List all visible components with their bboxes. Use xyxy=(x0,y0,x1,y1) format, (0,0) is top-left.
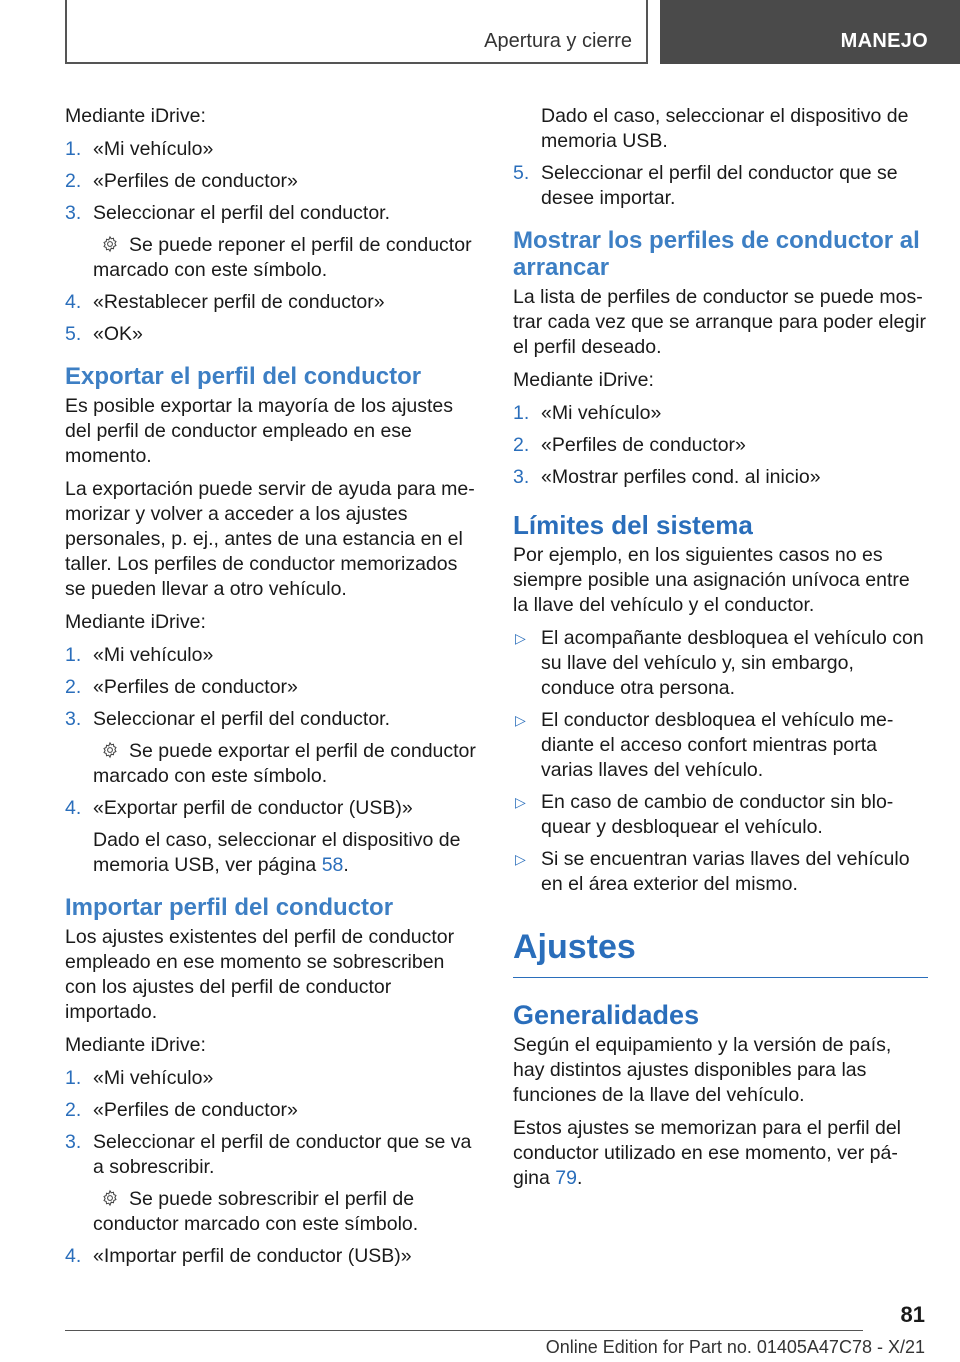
gear-icon xyxy=(99,235,121,253)
paragraph: Estos ajustes se memorizan para el perfil del conductor utilizado en ese momento, ver página 79. xyxy=(513,1117,902,1189)
page-number: 81 xyxy=(900,1302,925,1327)
bullet-item: ▷ El conductor desbloquea el vehículo mediante el acceso confort mientras porta varias llaves del vehículo. xyxy=(515,709,894,781)
intro-text: Mediante iDrive: xyxy=(65,1034,206,1056)
paragraph: Por ejemplo, en los siguientes casos no es siempre posible una asignación unívoca entre la llave del vehículo y el conductor. xyxy=(513,544,910,616)
header-chapter-title: MANEJO xyxy=(840,30,928,52)
list-item: 2. «Perfiles de conductor» xyxy=(65,1099,298,1121)
triangle-right-icon: ▷ xyxy=(515,630,526,646)
triangle-right-icon: ▷ xyxy=(515,851,526,867)
heading-settings: Ajustes xyxy=(513,927,928,978)
paragraph: Es posible exportar la mayoría de los ajustes del perfil de conductor empleado en ese momento. xyxy=(65,395,454,467)
note-text: Se puede sobrescribir el perfil de conductor marcado con este símbolo. xyxy=(93,1188,419,1235)
list-item: 2. «Perfiles de conductor» xyxy=(65,676,298,698)
list-item: 3. «Mostrar perfiles cond. al inicio» xyxy=(513,466,821,488)
header-chapter-tab xyxy=(660,0,960,64)
list-item: 3. Seleccionar el perfil del conductor. xyxy=(65,202,391,224)
intro-text: Mediante iDrive: xyxy=(513,369,654,391)
list-subtext: Dado el caso, seleccionar el dispositivo de memoria USB. xyxy=(541,105,909,152)
list-item: 1. «Mi vehículo» xyxy=(513,402,662,424)
heading-general: Generalidades xyxy=(513,1000,700,1030)
header-section-tab xyxy=(65,0,648,64)
list-item: 5. «OK» xyxy=(65,323,143,345)
list-item: 4. «Importar perfil de conductor (USB)» xyxy=(65,1245,412,1267)
paragraph: La exportación puede servir de ayuda para memorizar y volver a acceder a los ajustes personales, p. ej., antes de una estancia en el taller. Los perfiles de conductor memorizados se pueden llevar a otro vehículo. xyxy=(65,478,475,600)
note-text: Se puede exportar el perfil de conductor marcado con este símbolo. xyxy=(93,740,476,787)
gear-icon xyxy=(99,741,121,759)
paragraph: Los ajustes existentes del perfil de conductor empleado en ese momento se sobrescriben con los ajustes del perfil de conductor importado. xyxy=(65,926,455,1023)
list-item: 1. «Mi vehículo» xyxy=(65,138,214,160)
bullet-item: ▷ Si se encuentran varias llaves del vehículo en el área exterior del mismo. xyxy=(515,848,910,895)
list-item: 1. «Mi vehículo» xyxy=(65,644,214,666)
header-section-title: Apertura y cierre xyxy=(484,30,632,52)
footer-divider xyxy=(65,1330,863,1331)
note-text: Se puede reponer el perfil de conductor marcado con este símbolo. xyxy=(93,234,472,281)
heading-export: Exportar el perfil del conductor xyxy=(65,363,422,390)
triangle-right-icon: ▷ xyxy=(515,794,526,810)
list-item: 3. Seleccionar el perfil de conductor que se va a sobrescribir. xyxy=(65,1131,472,1178)
page-reference-link[interactable]: 58 xyxy=(321,854,344,876)
left-column xyxy=(65,104,480,1276)
right-column xyxy=(513,104,928,1199)
list-item: 5. Seleccionar el perfil del conductor que se desee importar. xyxy=(513,162,898,209)
list-subtext: Dado el caso, seleccionar el dispositivo de memoria USB, ver página 58. xyxy=(93,829,461,876)
heading-system-limits: Límites del sistema xyxy=(513,510,753,540)
heading-show-profiles: Mostrar los perfiles de conductor al arrancar xyxy=(513,227,920,281)
bullet-item: ▷ El acompañante desbloquea el vehículo con su llave del vehículo y, sin embargo, conduce otra persona. xyxy=(515,627,924,699)
list-item: 4. «Exportar perfil de conductor (USB)» xyxy=(65,797,413,819)
paragraph: Según el equipamiento y la versión de país, hay distintos ajustes disponibles para las funciones de la llave del vehículo. xyxy=(513,1034,892,1106)
bullet-item: ▷ En caso de cambio de conductor sin bloquear y desbloquear el vehículo. xyxy=(515,791,894,838)
list-item: 2. «Perfiles de conductor» xyxy=(513,434,746,456)
heading-import: Importar perfil del conductor xyxy=(65,894,394,921)
list-item: 2. «Perfiles de conductor» xyxy=(65,170,298,192)
paragraph: La lista de perfiles de conductor se puede mostrar cada vez que se arranque para poder elegir el perfil deseado. xyxy=(513,286,927,358)
intro-text: Mediante iDrive: xyxy=(65,611,206,633)
page-reference-link[interactable]: 79 xyxy=(555,1167,577,1189)
list-item: 1. «Mi vehículo» xyxy=(65,1067,214,1089)
triangle-right-icon: ▷ xyxy=(515,712,526,728)
footer-edition: Online Edition for Part no. 01405A47C78 - X/21 xyxy=(545,1337,925,1357)
list-item: 4. «Restablecer perfil de conductor» xyxy=(65,291,385,313)
intro-text: Mediante iDrive: xyxy=(65,105,206,127)
list-item: 3. Seleccionar el perfil del conductor. xyxy=(65,708,391,730)
gear-icon xyxy=(99,1189,121,1207)
